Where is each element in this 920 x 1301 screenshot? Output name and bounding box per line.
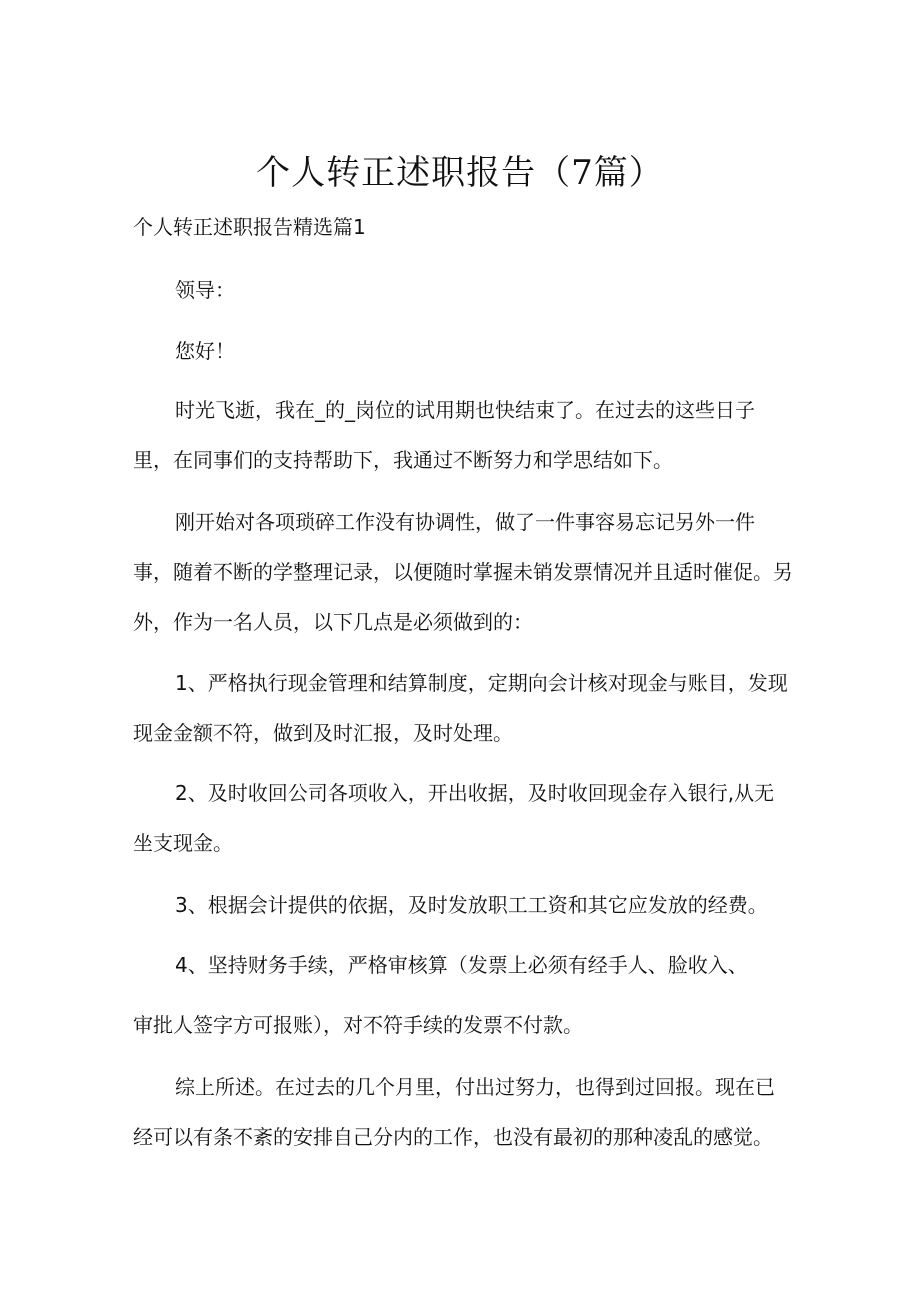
paragraph-1: 时光飞逝，我在_的_岗位的试用期也快结束了。在过去的这些日子里，在同事们的支持帮助下，我通过不断努力和学思结如下。 [133,398,755,472]
document-title: 个人转正述职报告（7篇） [256,153,664,193]
section-subtitle: 个人转正述职报告精选篇1 [133,215,366,239]
paragraph-5: 3、根据会计提供的依据，及时发放职工工资和其它应发放的经费。 [175,893,768,917]
paragraph-3: 1、严格执行现金管理和结算制度，定期向会计核对现金与账目，发现现金金额不符，做到及时汇报，及时处理。 [133,671,788,745]
paragraph-4: 2、及时收回公司各项收入，开出收据，及时收回现金存入银行,从无坐支现金。 [133,781,775,855]
paragraph-6-line-2: 审批人签字方可报账），对不符手续的发票不付款。 [133,1013,583,1037]
greeting: 您好！ [175,339,235,363]
salutation: 领导： [175,278,235,302]
paragraph-7: 综上所述。在过去的几个月里，付出过努力，也得到过回报。现在已经可以有条不紊的安排自己分内的工作，也没有最初的那种凌乱的感觉。 [133,1075,775,1149]
paragraph-2: 刚开始对各项琐碎工作没有协调性，做了一件事容易忘记另外一件事，随着不断的学整理记录，以便随时掌握未销发票情况并且适时催促。另外，作为一名人员，以下几点是必须做到的： [133,510,793,634]
paragraph-6-line-1: 4、坚持财务手续，严格审核算（发票上必须有经手人、脸收入、 [175,953,748,977]
